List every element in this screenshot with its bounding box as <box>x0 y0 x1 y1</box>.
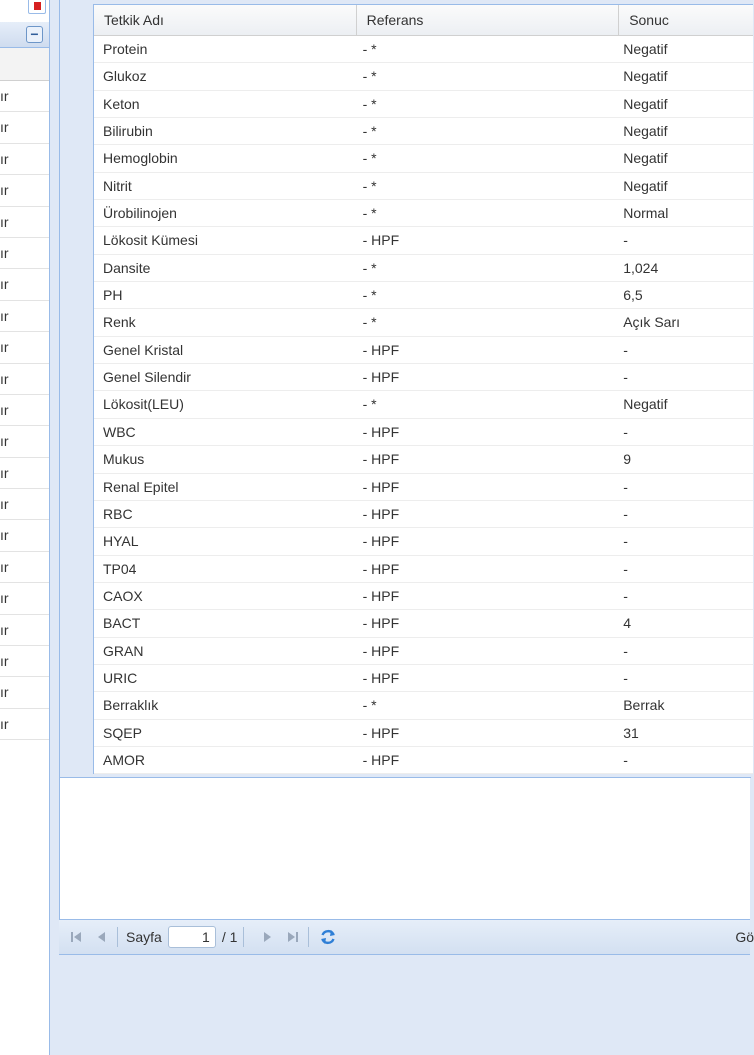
cell-referans: - HPF <box>362 560 400 577</box>
first-page-icon[interactable] <box>67 928 85 946</box>
cell-referans: - HPF <box>362 478 400 495</box>
table-row[interactable] <box>94 446 753 473</box>
cell-sonuc: Normal <box>623 205 669 222</box>
left-list-item[interactable]: ır <box>0 175 49 206</box>
cell-referans: - HPF <box>362 369 400 386</box>
column-header-sonuc[interactable]: Sonuc <box>629 12 669 28</box>
table-row[interactable] <box>94 528 753 555</box>
cell-referans: - HPF <box>362 533 400 550</box>
table-row[interactable] <box>94 227 753 254</box>
table-row[interactable] <box>94 364 753 391</box>
cell-tetkik-adi: Renk <box>103 314 136 331</box>
table-row[interactable] <box>94 337 753 364</box>
table-row[interactable] <box>94 309 753 336</box>
cell-referans: - * <box>362 123 377 140</box>
left-list-item[interactable]: ır <box>0 458 49 489</box>
cell-sonuc: - <box>623 587 628 604</box>
cell-sonuc: - <box>623 505 628 522</box>
left-list-item[interactable]: ır <box>0 238 49 269</box>
table-row[interactable] <box>94 638 753 665</box>
left-panel <box>0 0 50 1055</box>
cell-sonuc: 6,5 <box>623 287 643 304</box>
cell-referans: - * <box>362 314 377 331</box>
main-area <box>59 0 750 955</box>
table-row[interactable] <box>94 91 753 118</box>
cell-sonuc: - <box>623 560 628 577</box>
left-list-item[interactable]: ır <box>0 615 49 646</box>
page-label: Sayfa <box>126 929 162 945</box>
page-number-input[interactable] <box>168 926 216 948</box>
cell-referans: - HPF <box>362 505 400 522</box>
cell-tetkik-adi: Ürobilinojen <box>103 205 177 222</box>
table-row[interactable] <box>94 474 753 501</box>
cell-sonuc: - <box>623 341 628 358</box>
cell-sonuc: - <box>623 423 628 440</box>
cell-sonuc: - <box>623 478 628 495</box>
next-page-icon[interactable] <box>258 928 276 946</box>
left-list-item[interactable]: ır <box>0 81 49 112</box>
left-list-item[interactable]: ır <box>0 709 49 740</box>
cell-referans: - * <box>362 68 377 85</box>
cell-referans: - * <box>362 95 377 112</box>
table-row[interactable] <box>94 665 753 692</box>
table-row[interactable] <box>94 747 753 774</box>
left-grid-header <box>0 48 49 81</box>
cell-sonuc: 9 <box>623 451 631 468</box>
cell-tetkik-adi: Lökosit Kümesi <box>103 232 198 249</box>
left-list-item[interactable]: ır <box>0 301 49 332</box>
cell-sonuc: - <box>623 751 628 768</box>
left-list-item[interactable]: ır <box>0 552 49 583</box>
prev-page-icon[interactable] <box>93 928 111 946</box>
column-header-tetkik[interactable]: Tetkik Adı <box>94 5 357 35</box>
cell-tetkik-adi: Hemoglobin <box>103 150 178 167</box>
cell-tetkik-adi: GRAN <box>103 642 144 659</box>
table-row[interactable] <box>94 501 753 528</box>
cell-sonuc: Negatif <box>623 396 668 413</box>
cell-tetkik-adi: BACT <box>103 615 141 632</box>
table-row[interactable] <box>94 419 753 446</box>
left-list-item[interactable]: ır <box>0 112 49 143</box>
cell-sonuc: Negatif <box>623 41 668 57</box>
close-window-icon[interactable] <box>28 0 46 14</box>
cell-referans: - HPF <box>362 451 400 468</box>
cell-referans: - HPF <box>362 669 400 686</box>
cell-tetkik-adi: SQEP <box>103 724 142 741</box>
cell-tetkik-adi: Bilirubin <box>103 123 153 140</box>
cell-tetkik-adi: Keton <box>103 95 140 112</box>
table-row[interactable] <box>94 610 753 637</box>
cell-tetkik-adi: WBC <box>103 423 136 440</box>
cell-tetkik-adi: Glukoz <box>103 68 147 85</box>
cell-referans: - HPF <box>362 724 400 741</box>
table-row[interactable] <box>94 173 753 200</box>
cell-tetkik-adi: RBC <box>103 505 133 522</box>
refresh-icon[interactable] <box>319 928 337 946</box>
cell-referans: - HPF <box>362 615 400 632</box>
cell-tetkik-adi: Mukus <box>103 451 145 468</box>
left-list-item[interactable]: ır <box>0 207 49 238</box>
table-row[interactable] <box>94 200 753 227</box>
display-info-text: Gö <box>735 929 754 945</box>
cell-sonuc: Negatif <box>623 150 668 167</box>
cell-tetkik-adi: Berraklık <box>103 697 159 714</box>
cell-tetkik-adi: URIC <box>103 669 138 686</box>
left-list-item[interactable]: ır <box>0 364 49 395</box>
cell-referans: - * <box>362 697 377 714</box>
left-panel-header <box>0 22 49 48</box>
cell-referans: - * <box>362 205 377 222</box>
table-row[interactable] <box>94 583 753 610</box>
left-list-item[interactable]: ır <box>0 583 49 614</box>
cell-tetkik-adi: HYAL <box>103 533 139 550</box>
table-row[interactable] <box>94 118 753 145</box>
left-list-item[interactable]: ır <box>0 269 49 300</box>
cell-referans: - * <box>362 177 377 194</box>
left-list-item[interactable]: ır <box>0 489 49 520</box>
cell-sonuc: - <box>623 533 628 550</box>
cell-sonuc: Negatif <box>623 177 668 194</box>
cell-sonuc: Negatif <box>623 95 668 112</box>
cell-sonuc: 31 <box>623 724 639 741</box>
cell-sonuc: 1,024 <box>623 259 659 276</box>
cell-tetkik-adi: Dansite <box>103 259 151 276</box>
bottom-pane <box>59 955 750 1055</box>
cell-tetkik-adi: Genel Kristal <box>103 341 184 358</box>
table-row[interactable] <box>94 36 753 63</box>
cell-tetkik-adi: PH <box>103 287 123 304</box>
cell-referans: - HPF <box>362 423 400 440</box>
collapse-button[interactable]: − <box>26 26 43 43</box>
cell-tetkik-adi: TP04 <box>103 560 137 577</box>
cell-sonuc: Berrak <box>623 697 665 714</box>
last-page-icon[interactable] <box>284 928 302 946</box>
left-list-item[interactable]: ır <box>0 332 49 363</box>
cell-sonuc: 4 <box>623 615 631 632</box>
table-row[interactable] <box>94 282 753 309</box>
cell-sonuc: - <box>623 669 628 686</box>
cell-tetkik-adi: CAOX <box>103 587 143 604</box>
grid-body <box>94 36 753 774</box>
cell-referans: - HPF <box>362 587 400 604</box>
left-grid-rows <box>0 81 49 740</box>
cell-referans: - HPF <box>362 341 400 358</box>
cell-sonuc: - <box>623 369 628 386</box>
left-list-item[interactable]: ır <box>0 646 49 677</box>
cell-referans: - * <box>362 287 377 304</box>
left-list-item[interactable]: ır <box>0 520 49 551</box>
cell-referans: - HPF <box>362 232 400 249</box>
cell-tetkik-adi: Lökosit(LEU) <box>103 396 184 413</box>
cell-sonuc: Negatif <box>623 123 668 140</box>
table-row[interactable] <box>94 255 753 282</box>
cell-tetkik-adi: Genel Silendir <box>103 369 191 386</box>
column-header-referans[interactable]: Referans <box>357 5 620 35</box>
cell-referans: - * <box>362 41 377 57</box>
left-list-item[interactable]: ır <box>0 677 49 708</box>
separator <box>243 927 244 947</box>
cell-sonuc: Negatif <box>623 68 668 85</box>
cell-referans: - HPF <box>362 642 400 659</box>
results-grid <box>93 4 753 774</box>
paging-toolbar <box>59 919 754 955</box>
table-row[interactable] <box>94 720 753 747</box>
cell-referans: - * <box>362 150 377 167</box>
cell-sonuc: - <box>623 642 628 659</box>
page-total: / 1 <box>221 929 238 945</box>
cell-sonuc: - <box>623 232 628 249</box>
grid-header <box>94 5 753 36</box>
table-row[interactable] <box>94 391 753 418</box>
separator <box>308 927 309 947</box>
separator <box>117 927 118 947</box>
cell-tetkik-adi: Nitrit <box>103 177 132 194</box>
left-list-item[interactable]: ır <box>0 426 49 457</box>
table-row[interactable] <box>94 692 753 719</box>
table-row[interactable] <box>94 145 753 172</box>
cell-referans: - * <box>362 259 377 276</box>
cell-tetkik-adi: Protein <box>103 41 148 57</box>
cell-tetkik-adi: AMOR <box>103 751 145 768</box>
cell-sonuc: Açık Sarı <box>623 314 680 331</box>
table-row[interactable] <box>94 556 753 583</box>
cell-referans: - HPF <box>362 751 400 768</box>
grid-container <box>60 0 751 778</box>
left-list-item[interactable]: ır <box>0 144 49 175</box>
cell-tetkik-adi: Renal Epitel <box>103 478 179 495</box>
table-row[interactable] <box>94 63 753 90</box>
cell-referans: - * <box>362 396 377 413</box>
left-list-item[interactable]: ır <box>0 395 49 426</box>
